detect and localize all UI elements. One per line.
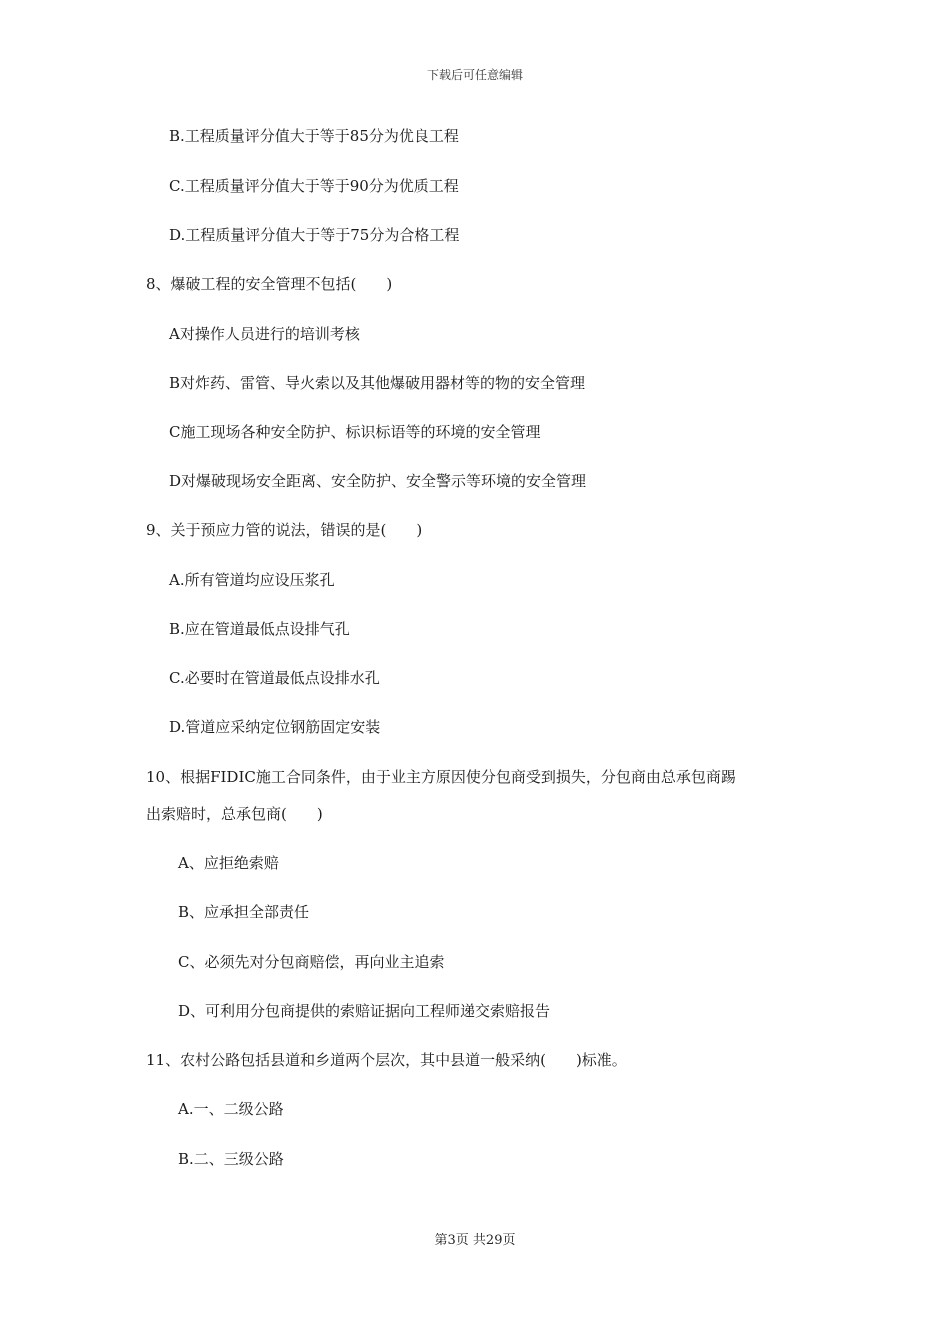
q10-option-a: A、应拒绝索赔 bbox=[178, 854, 279, 872]
q9-option-b: B.应在管道最低点设排气孔 bbox=[169, 620, 350, 638]
q9-stem: 9、关于预应力管的说法，错误的是( ) bbox=[146, 521, 423, 539]
q8-option-c: C施工现场各种安全防护、标识标语等的环境的安全管理 bbox=[169, 423, 541, 441]
q8-option-a: A对操作人员进行的培训考核 bbox=[169, 325, 360, 343]
q11-option-b: B.二、三级公路 bbox=[178, 1150, 284, 1168]
page-footer: 第3页 共29页 bbox=[434, 1233, 516, 1248]
q9-option-c: C.必要时在管道最低点设排水孔 bbox=[169, 669, 380, 687]
q8-option-d: D对爆破现场安全距离、安全防护、安全警示等环境的安全管理 bbox=[169, 472, 587, 490]
q11-stem: 11、农村公路包括县道和乡道两个层次，其中县道一般采纳( )标准。 bbox=[146, 1051, 627, 1069]
q10-option-b: B、应承担全部责任 bbox=[178, 903, 310, 921]
q8-stem: 8、爆破工程的安全管理不包括( ) bbox=[146, 275, 393, 293]
q8-option-b: B对炸药、雷管、导火索以及其他爆破用器材等的物的安全管理 bbox=[169, 374, 586, 392]
q10-stem-line1: 10、根据FIDIC施工合同条件，由于业主方原因使分包商受到损失，分包商由总承包商踢 bbox=[146, 768, 736, 786]
q10-stem-line2: 出索赔时，总承包商( ) bbox=[146, 805, 323, 823]
q10-option-c: C、必须先对分包商赔偿，再向业主追索 bbox=[178, 953, 445, 971]
q11-option-a: A.一、二级公路 bbox=[178, 1100, 284, 1118]
q7-option-c: C.工程质量评分值大于等于90分为优质工程 bbox=[169, 177, 459, 195]
q7-option-d: D.工程质量评分值大于等于75分为合格工程 bbox=[169, 226, 460, 244]
q9-option-d: D.管道应采纳定位钢筋固定安装 bbox=[169, 718, 381, 736]
q7-option-b: B.工程质量评分值大于等于85分为优良工程 bbox=[169, 127, 459, 145]
page-header: 下载后可任意编辑 bbox=[426, 68, 523, 82]
q9-option-a: A.所有管道均应设压浆孔 bbox=[169, 571, 335, 589]
q10-option-d: D、可利用分包商提供的索赔证据向工程师递交索赔报告 bbox=[178, 1002, 551, 1020]
